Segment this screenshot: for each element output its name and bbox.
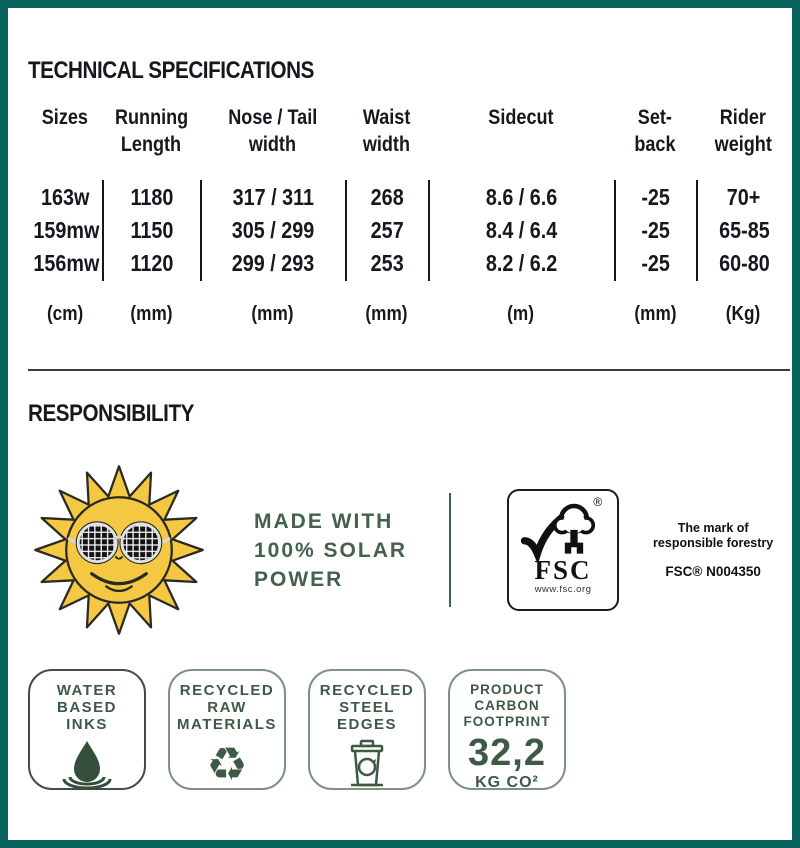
unit-sizes: (cm) <box>46 303 84 325</box>
technical-specs-title-text: TECHNICAL SPECIFICATIONS <box>28 57 314 84</box>
spec-table-units <box>28 303 790 325</box>
col-header-line: back <box>634 133 676 156</box>
cell-rider-weight: 70+ <box>727 184 761 210</box>
cell-size: 156mw <box>33 250 100 276</box>
cell-nose-tail: 305 / 299 <box>232 217 315 243</box>
col-header-line: Length <box>121 133 182 156</box>
badge-label-line: EDGES <box>336 716 397 733</box>
badge-label-line: INKS <box>66 716 108 733</box>
badge-label-line: BASED <box>56 699 117 716</box>
section-divider <box>28 369 790 371</box>
technical-specs-title <box>28 58 778 84</box>
badge-label-line: STEEL <box>339 699 395 716</box>
col-header-line: Running <box>114 106 188 129</box>
cell-nose-tail: 299 / 293 <box>232 250 315 276</box>
badge-label-line: WATER <box>56 682 118 699</box>
fsc-logo <box>507 489 619 611</box>
col-header-line: Sidecut <box>488 106 554 129</box>
column-rider-weight <box>696 180 790 281</box>
fsc-tagline-line: The mark of <box>677 521 749 535</box>
cell-waist: 268 <box>370 184 404 210</box>
unit-setback: (mm) <box>633 303 676 325</box>
sun-with-sunglasses-icon <box>28 459 210 641</box>
badge-label-line: FOOTPRINT <box>463 714 551 729</box>
cell-nose-tail: 317 / 311 <box>232 184 315 210</box>
spec-table-body <box>28 180 790 281</box>
badge-label-line: PRODUCT <box>470 682 544 697</box>
badge-recycled-raw-materials <box>168 669 286 790</box>
badge-product-carbon-footprint <box>448 669 566 790</box>
badge-label-line: RECYCLED <box>179 682 275 699</box>
solar-power-row <box>28 459 778 641</box>
solar-claim-line: POWER <box>254 567 344 591</box>
col-header-line: Set- <box>637 106 673 129</box>
col-header-line: Waist <box>362 106 410 129</box>
cell-running-length: 1120 <box>130 250 174 276</box>
col-header-line: width <box>248 133 297 156</box>
eco-badges-row <box>28 669 778 790</box>
fsc-wordmark: FSC <box>534 555 592 585</box>
badge-label-line: CARBON <box>474 698 540 713</box>
fsc-certification-text <box>653 521 773 579</box>
col-header-setback <box>614 104 696 158</box>
column-setback <box>614 180 696 281</box>
solar-claim-line: 100% SOLAR <box>254 538 408 562</box>
col-header-line: weight <box>714 133 772 156</box>
col-header-nose-tail-width <box>200 104 344 158</box>
badge-water-based-inks <box>28 669 146 790</box>
col-header-rider-weight <box>696 104 790 158</box>
fsc-tagline <box>653 521 773 551</box>
cell-rider-weight: 60-80 <box>718 250 770 276</box>
unit-running-length: (mm) <box>130 303 173 325</box>
recycle-arrows-icon: ♻ <box>206 737 248 790</box>
unit-rider-weight: (Kg) <box>725 303 761 325</box>
col-header-sidecut <box>428 104 614 158</box>
col-header-line: Nose / Tail <box>227 106 317 129</box>
badge-label-line: MATERIALS <box>177 716 277 733</box>
spec-table-header <box>28 104 790 158</box>
cell-running-length: 1150 <box>130 217 174 243</box>
carbon-footprint-value: 32,2 <box>468 732 546 774</box>
cell-size: 159mw <box>33 217 100 243</box>
solar-power-claim <box>254 507 407 594</box>
unit-nose-tail: (mm) <box>251 303 294 325</box>
col-header-line: width <box>362 133 410 156</box>
cell-sidecut: 8.4 / 6.4 <box>486 217 558 243</box>
fsc-url: www.fsc.org <box>534 584 592 595</box>
fsc-tree-check-icon <box>517 495 609 561</box>
water-drop-icon <box>56 739 118 791</box>
col-header-sizes <box>28 104 102 158</box>
cell-waist: 253 <box>370 250 404 276</box>
column-sizes <box>28 180 102 281</box>
cell-waist: 257 <box>370 217 404 243</box>
col-header-waist-width <box>345 104 428 158</box>
cell-running-length: 1180 <box>130 184 174 210</box>
column-nose-tail-width <box>200 180 344 281</box>
responsibility-title-text: RESPONSIBILITY <box>28 400 195 427</box>
cell-setback: -25 <box>641 217 671 243</box>
column-waist-width <box>345 180 428 281</box>
cell-rider-weight: 65-85 <box>718 217 770 243</box>
cell-sidecut: 8.6 / 6.6 <box>486 184 558 210</box>
carbon-footprint-unit: KG CO² <box>475 774 539 791</box>
spec-sheet-page <box>8 8 792 840</box>
col-header-line: Rider <box>719 106 767 129</box>
svg-text:®: ® <box>593 495 603 509</box>
cell-size: 163w <box>40 184 90 210</box>
unit-sidecut: (m) <box>507 303 535 325</box>
badge-recycled-steel-edges <box>308 669 426 790</box>
vertical-divider <box>449 493 451 607</box>
unit-waist: (mm) <box>365 303 408 325</box>
col-header-line: Sizes <box>42 106 89 129</box>
col-header-running-length <box>102 104 200 158</box>
solar-claim-line: MADE WITH <box>254 509 394 533</box>
column-sidecut <box>428 180 614 281</box>
cell-setback: -25 <box>641 250 671 276</box>
column-running-length <box>102 180 200 281</box>
responsibility-title <box>28 401 778 427</box>
recycle-bin-icon <box>345 739 389 789</box>
fsc-license-number: FSC® N004350 <box>665 564 761 579</box>
badge-label-line: RAW <box>207 699 247 716</box>
cell-setback: -25 <box>641 184 671 210</box>
cell-sidecut: 8.2 / 6.2 <box>486 250 558 276</box>
fsc-tagline-line: responsible forestry <box>653 536 774 550</box>
badge-label-line: RECYCLED <box>319 682 415 699</box>
